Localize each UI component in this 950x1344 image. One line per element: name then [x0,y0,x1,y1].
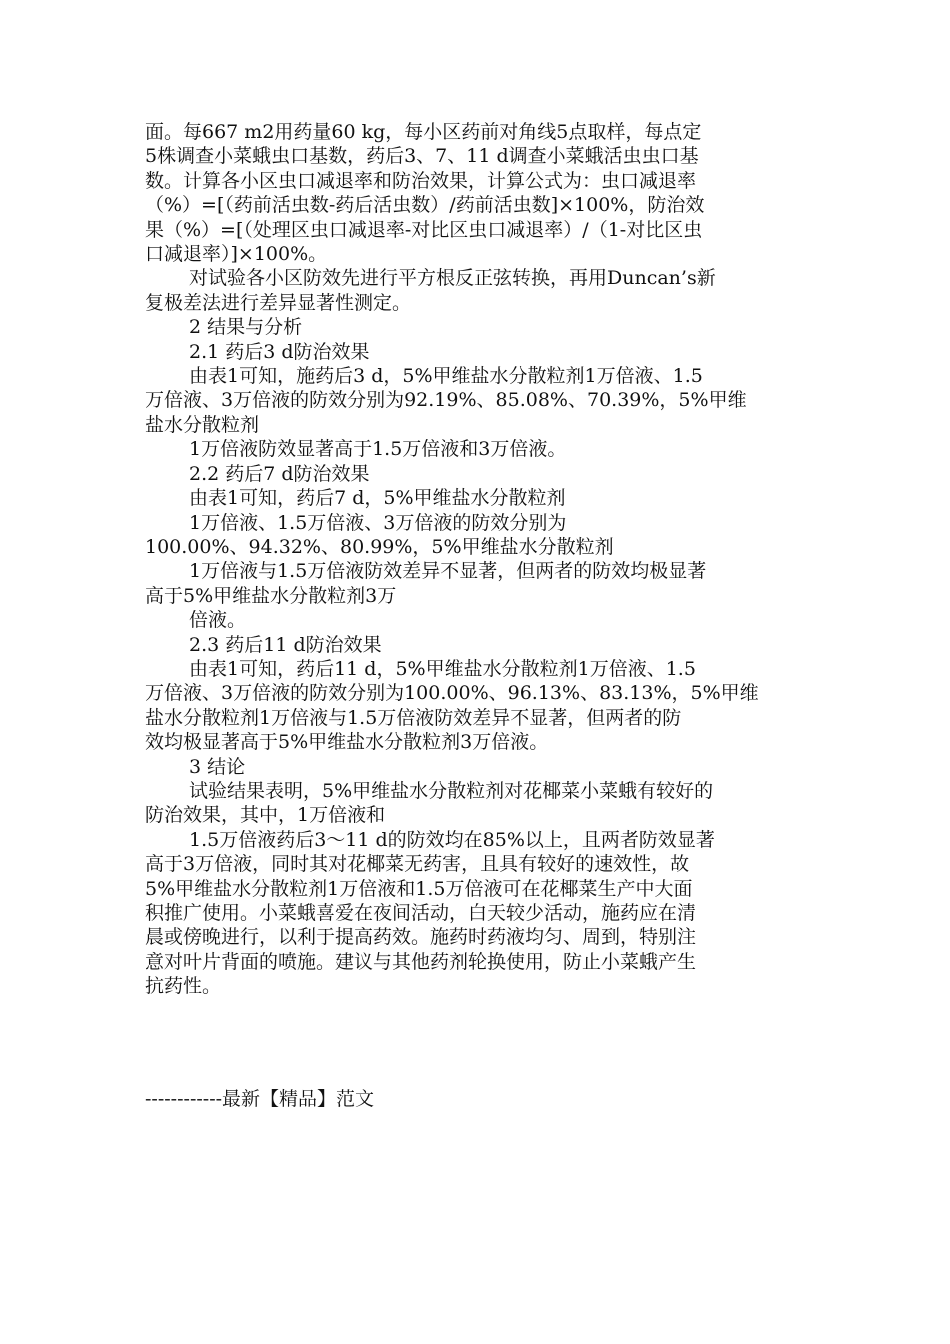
text-line: 试验结果表明，5%甲维盐水分散粒剂对花椰菜小菜蛾有较好的 [189,779,714,802]
page-footer: ------------最新【精品】范文 [145,1088,375,1110]
text-line: 5%甲维盐水分散粒剂1万倍液和1.5万倍液可在花椰菜生产中大面 [145,877,693,900]
text-line: 5株调查小菜蛾虫口基数，药后3、7、11 d调查小菜蛾活虫虫口基 [145,145,699,168]
text-line: 由表1可知，施药后3 d，5%甲维盐水分散粒剂1万倍液、1.5 [189,365,703,388]
text-line: 盐水分散粒剂 [145,413,260,436]
text-line: 1万倍液、1.5万倍液、3万倍液的防效分别为 [189,511,567,534]
text-line: 2.1 药后3 d防治效果 [189,340,370,363]
text-line: 面。每667 m2用药量60 kg，每小区药前对角线5点取样，每点定 [145,121,702,143]
document-body [145,120,813,999]
text-line: 口减退率）]×100%。 [145,243,328,266]
text-line: 2.3 药后11 d防治效果 [189,633,382,656]
text-line: 1万倍液防效显著高于1.5万倍液和3万倍液。 [189,438,567,461]
text-line: （%）=[（药前活虫数-药后活虫数）/药前活虫数]×100%，防治效 [145,194,705,217]
text-line: 高于3万倍液，同时其对花椰菜无药害，且具有较好的速效性，故 [145,853,690,876]
text-line: 2 结果与分析 [189,316,303,339]
text-line: 万倍液、3万倍液的防效分别为92.19%、85.08%、70.39%，5%甲维 [145,389,747,412]
text-line: 防治效果，其中，1万倍液和 [145,804,386,827]
text-line: 万倍液、3万倍液的防效分别为100.00%、96.13%、83.13%，5%甲维 [145,682,759,705]
text-line: 盐水分散粒剂1万倍液与1.5万倍液防效差异不显著，但两者的防 [145,706,682,729]
text-line: 抗药性。 [145,975,222,998]
text-line: 倍液。 [189,609,247,632]
text-line: 积推广使用。小菜蛾喜爱在夜间活动，白天较少活动，施药应在清 [145,902,697,924]
text-line: 对试验各小区防效先进行平方根反正弦转换，再用Duncan’s新 [189,267,716,290]
text-line: 2.2 药后7 d防治效果 [189,462,370,485]
text-line: 意对叶片背面的喷施。建议与其他药剂轮换使用，防止小菜蛾产生 [145,950,697,973]
text-line: 数。计算各小区虫口减退率和防治效果，计算公式为：虫口减退率 [145,169,697,192]
text-line: 果（%）=[（处理区虫口减退率-对比区虫口减退率）/（1-对比区虫 [145,218,703,241]
text-line: 复极差法进行差异显著性测定。 [145,291,412,314]
text-line: 高于5%甲维盐水分散粒剂3万 [145,584,397,607]
text-line: 1万倍液与1.5万倍液防效差异不显著，但两者的防效均极显著 [189,560,707,583]
text-line: 100.00%、94.32%、80.99%，5%甲维盐水分散粒剂 [145,535,614,558]
text-line: 由表1可知，药后11 d，5%甲维盐水分散粒剂1万倍液、1.5 [189,657,696,680]
text-line: 3 结论 [189,755,246,778]
text-line: 1.5万倍液药后3～11 d的防效均在85%以上，且两者防效显著 [189,828,715,851]
text-line: 晨或傍晚进行，以利于提高药效。施药时药液均匀、周到，特别注 [145,926,697,949]
text-line: 效均极显著高于5%甲维盐水分散粒剂3万倍液。 [145,731,549,754]
text-line: 由表1可知，药后7 d，5%甲维盐水分散粒剂 [189,487,566,510]
